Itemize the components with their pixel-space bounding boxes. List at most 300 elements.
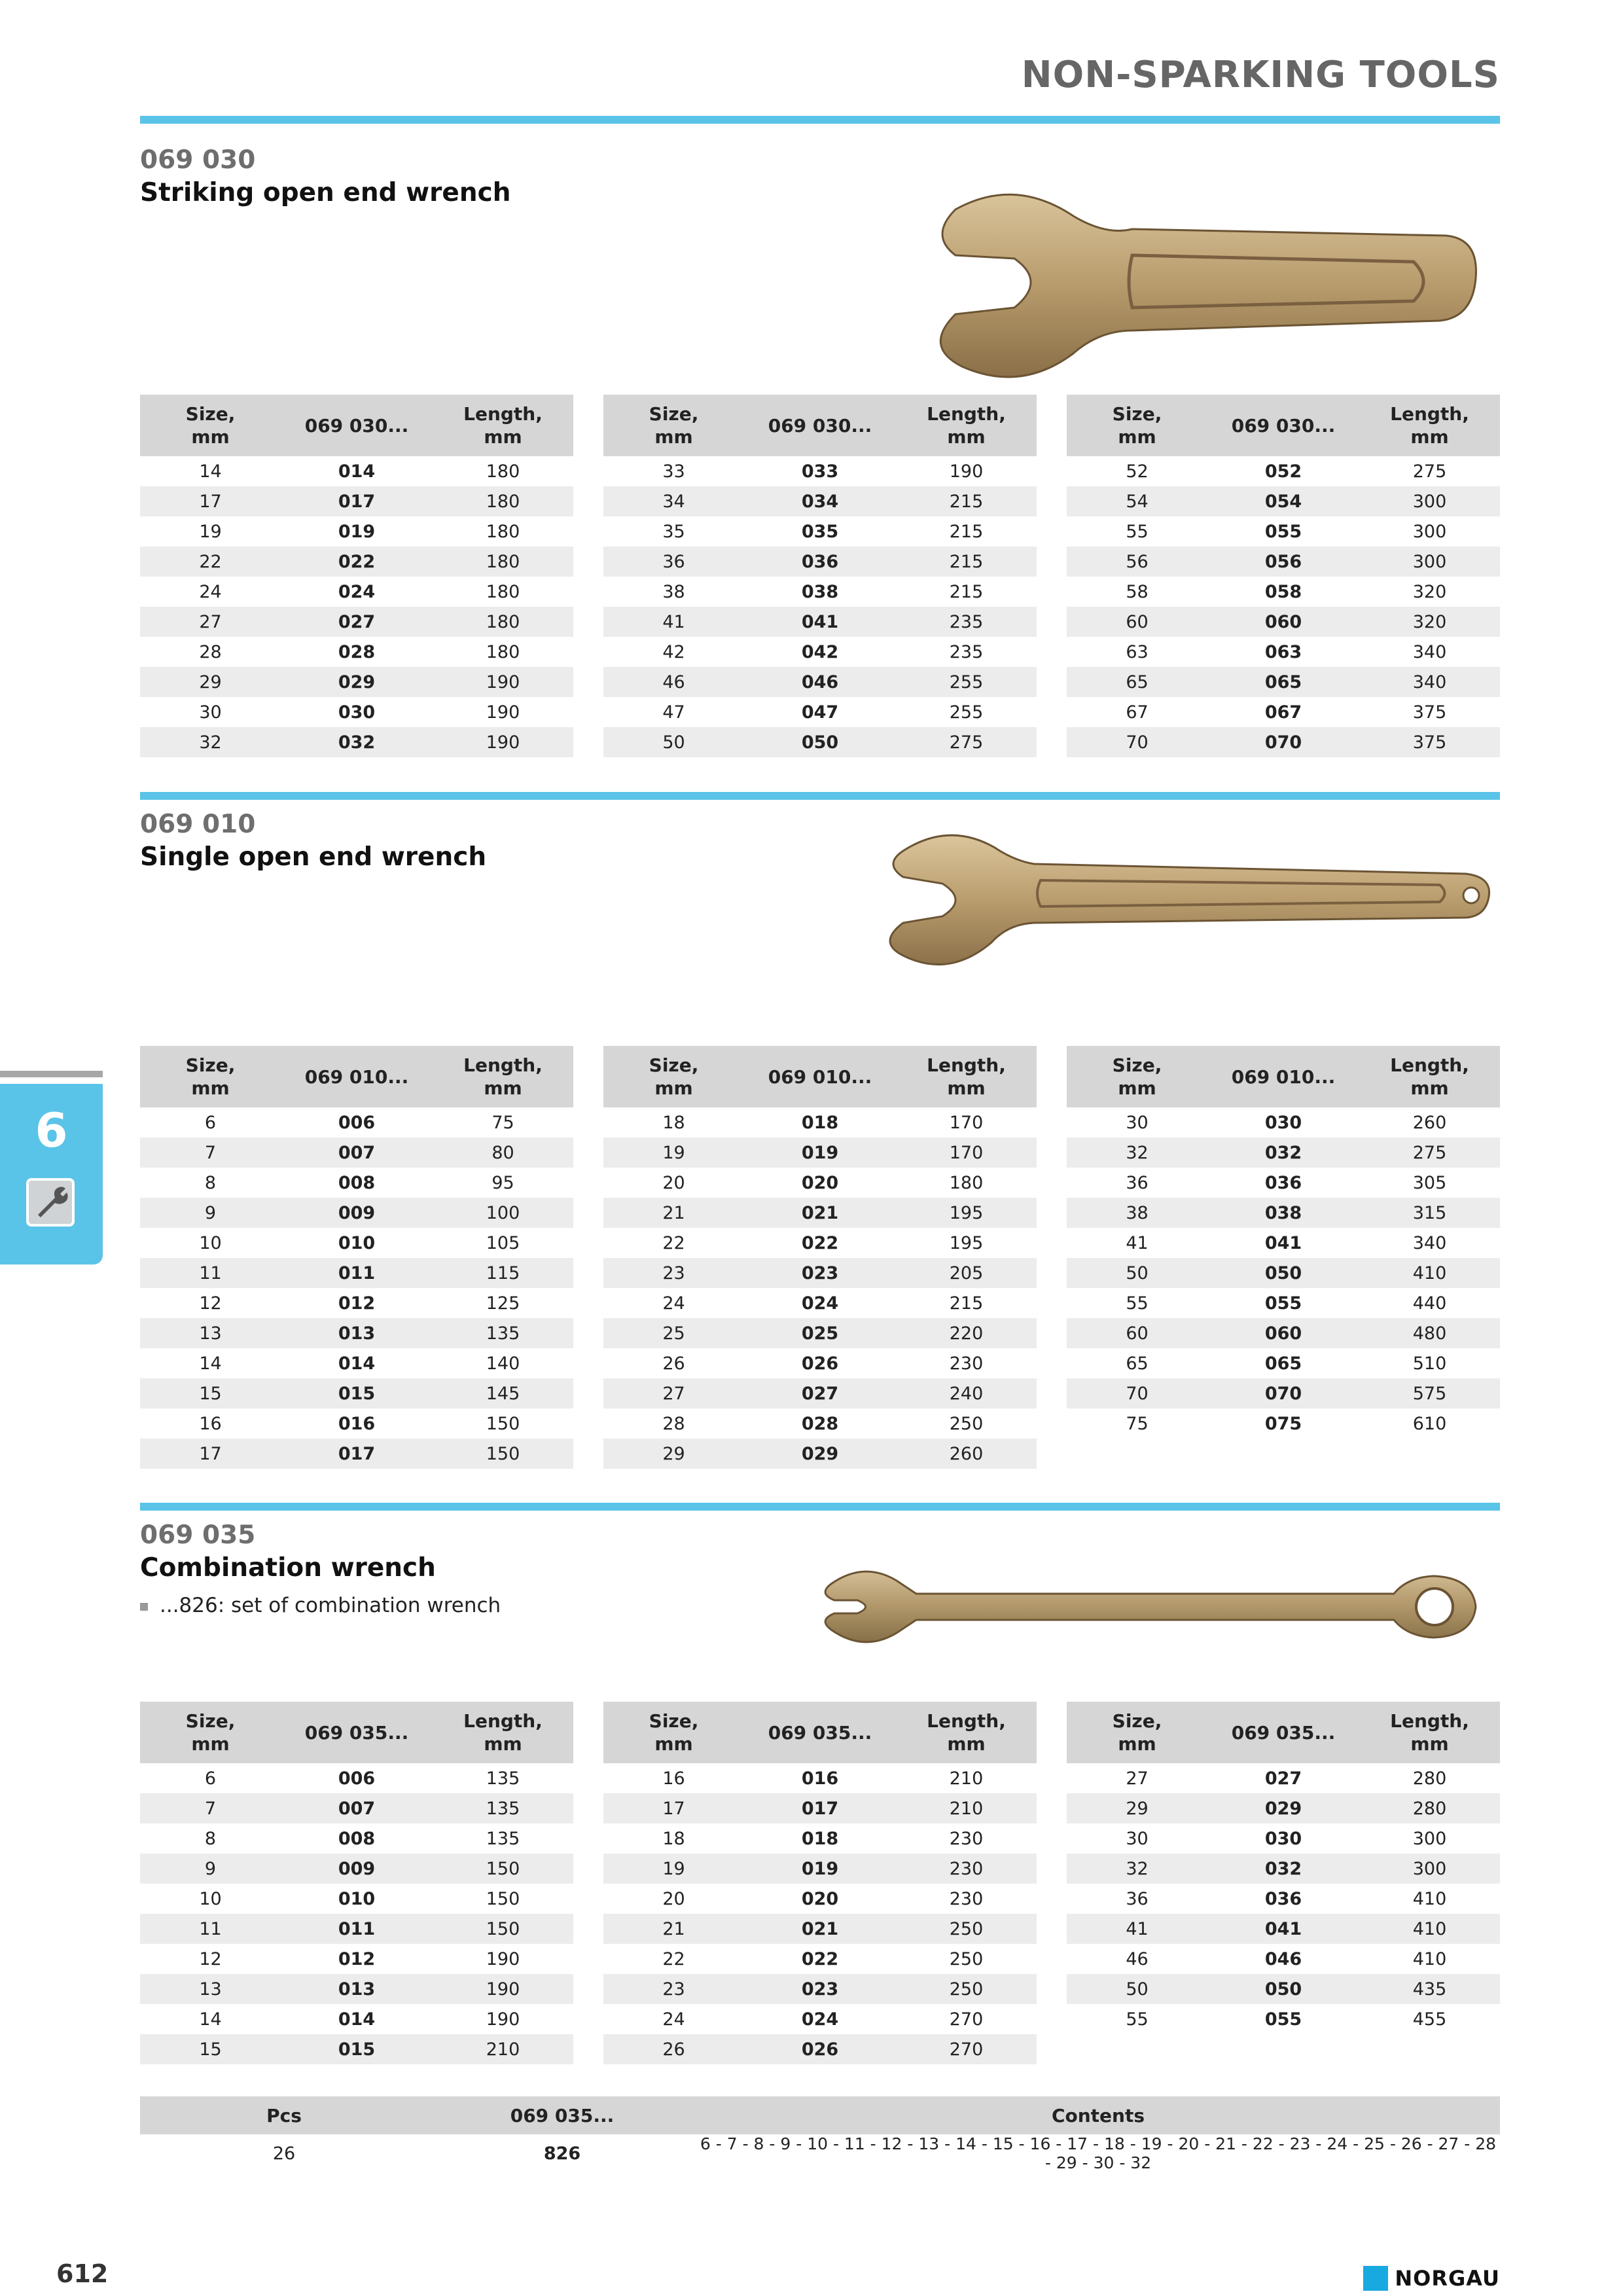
cell-length: 255 bbox=[949, 702, 984, 723]
table-row bbox=[1067, 1823, 1500, 1854]
cell-code: 011 bbox=[281, 1914, 433, 1944]
cell-length: 410 bbox=[1359, 1914, 1500, 1944]
cell-length: 305 bbox=[1412, 1172, 1447, 1193]
cell-length: 150 bbox=[486, 1888, 520, 1909]
cell-size: 33 bbox=[662, 461, 685, 482]
cell-size: 67 bbox=[1126, 702, 1149, 723]
striking-wrench-image bbox=[916, 183, 1492, 386]
cell-code: 024 bbox=[338, 581, 376, 602]
brand-name: NORGAU bbox=[1395, 2266, 1500, 2291]
table-row bbox=[603, 1318, 1037, 1348]
table-row bbox=[1067, 1854, 1500, 1884]
cell-size: 17 bbox=[140, 486, 281, 516]
cell-length: 315 bbox=[1359, 1198, 1500, 1228]
cell-size: 12 bbox=[199, 1293, 222, 1314]
table-row bbox=[603, 486, 1037, 516]
cell-code: 060 bbox=[1207, 1318, 1359, 1348]
table-row bbox=[603, 1763, 1037, 1793]
cell-length: 150 bbox=[433, 1914, 573, 1944]
column-header-code: 069 030... bbox=[744, 395, 896, 456]
cell-length: 190 bbox=[949, 461, 984, 482]
table-row bbox=[1067, 1914, 1500, 1944]
cell-length: 435 bbox=[1359, 1974, 1500, 2004]
cell-length: 210 bbox=[949, 1768, 984, 1789]
cell-code: 012 bbox=[338, 1948, 376, 1969]
table-row bbox=[603, 547, 1037, 577]
cell-size: 41 bbox=[603, 607, 744, 637]
cell-code: 029 bbox=[281, 667, 433, 697]
cell-length: 340 bbox=[1412, 1232, 1447, 1253]
cell-length: 215 bbox=[949, 581, 984, 602]
cell-length: 95 bbox=[491, 1172, 514, 1193]
combination-wrench-image bbox=[818, 1558, 1486, 1656]
cell-code: 055 bbox=[1264, 1293, 1302, 1314]
cell-length: 300 bbox=[1359, 1854, 1500, 1884]
cell-size: 36 bbox=[1126, 1172, 1149, 1193]
cell-length: 250 bbox=[896, 1914, 1037, 1944]
cell-size: 13 bbox=[140, 1318, 281, 1348]
spec-table bbox=[140, 1046, 573, 1469]
cell-code: 019 bbox=[744, 1138, 896, 1168]
cell-code: 008 bbox=[338, 1172, 376, 1193]
cell-length: 410 bbox=[1412, 1948, 1447, 1969]
cell-code: 050 bbox=[744, 727, 896, 757]
cell-length: 300 bbox=[1359, 547, 1500, 577]
column-header-code: 069 035... bbox=[1207, 1702, 1359, 1763]
column-header-size: Size, mm bbox=[603, 1702, 744, 1763]
cell-size: 50 bbox=[1067, 1974, 1207, 2004]
table-row bbox=[603, 1258, 1037, 1288]
cell-size: 55 bbox=[1126, 2009, 1149, 2030]
table-row bbox=[1067, 667, 1500, 697]
column-header-size: Size, mm bbox=[603, 395, 744, 456]
cell-length: 105 bbox=[486, 1232, 520, 1253]
table-row bbox=[140, 516, 573, 547]
cell-code: 038 bbox=[801, 581, 839, 602]
cell-length: 250 bbox=[949, 1413, 984, 1434]
table-row bbox=[603, 1854, 1037, 1884]
cell-code: 014 bbox=[338, 1353, 376, 1374]
cell-length: 215 bbox=[949, 1293, 984, 1314]
column-header-pcs: Pcs bbox=[140, 2096, 428, 2134]
page-number: 612 bbox=[56, 2259, 109, 2288]
table-row bbox=[1067, 1288, 1500, 1318]
cell-code: 009 bbox=[281, 1198, 433, 1228]
cell-size: 30 bbox=[199, 702, 222, 723]
cell-code: 063 bbox=[1264, 641, 1302, 662]
cell-length: 250 bbox=[949, 1948, 984, 1969]
table-row bbox=[603, 1944, 1037, 1974]
cell-length: 410 bbox=[1359, 1258, 1500, 1288]
cell-code: 028 bbox=[801, 1413, 839, 1434]
cell-length: 260 bbox=[1412, 1112, 1447, 1133]
table-row bbox=[140, 607, 573, 637]
table-row bbox=[1067, 1378, 1500, 1408]
column-header-size: Size, mm bbox=[603, 1046, 744, 1107]
cell-size: 25 bbox=[603, 1318, 744, 1348]
cell-size: 46 bbox=[1126, 1948, 1149, 1969]
brand-logo bbox=[1363, 2266, 1500, 2291]
column-header-code: 069 035... bbox=[281, 1702, 433, 1763]
cell-length: 375 bbox=[1359, 727, 1500, 757]
cell-length: 145 bbox=[433, 1378, 573, 1408]
set-contents: 6 - 7 - 8 - 9 - 10 - 11 - 12 - 13 - 14 - 15 - 16 - 17 - 18 - 19 - 20 - 21 - 22 - 23 - 24 - 25 - 26 - 27 - 28 - 29 - 30 - 32 bbox=[700, 2134, 1497, 2172]
table-row bbox=[1067, 1763, 1500, 1793]
section-code: 069 030 bbox=[140, 145, 256, 175]
table-row bbox=[1067, 2004, 1500, 2034]
cell-length: 510 bbox=[1412, 1353, 1447, 1374]
cell-length: 300 bbox=[1412, 521, 1447, 542]
table-row bbox=[140, 727, 573, 757]
cell-code: 047 bbox=[801, 702, 839, 723]
cell-length: 100 bbox=[433, 1198, 573, 1228]
cell-length: 440 bbox=[1412, 1293, 1447, 1314]
table-row bbox=[1067, 1228, 1500, 1258]
column-header-code: 069 010... bbox=[281, 1046, 433, 1107]
table-row bbox=[140, 1138, 573, 1168]
table-row bbox=[1067, 1318, 1500, 1348]
cell-length: 195 bbox=[949, 1232, 984, 1253]
column-header-length: Length, mm bbox=[1359, 395, 1500, 456]
cell-length: 230 bbox=[949, 1888, 984, 1909]
cell-code: 006 bbox=[338, 1112, 376, 1133]
column-header-code: 069 010... bbox=[744, 1046, 896, 1107]
cell-size: 6 bbox=[204, 1768, 217, 1789]
cell-code: 019 bbox=[744, 1854, 896, 1884]
cell-size: 60 bbox=[1067, 1318, 1207, 1348]
cell-code: 020 bbox=[801, 1888, 839, 1909]
table-row bbox=[603, 637, 1037, 667]
column-header-length: Length, mm bbox=[896, 1702, 1037, 1763]
table-row bbox=[1067, 456, 1500, 486]
cell-size: 17 bbox=[603, 1793, 744, 1823]
cell-size: 26 bbox=[603, 2034, 744, 2064]
cell-code: 029 bbox=[744, 1439, 896, 1469]
cell-code: 027 bbox=[1264, 1768, 1302, 1789]
table-row bbox=[140, 1107, 573, 1138]
spec-table bbox=[1067, 395, 1500, 757]
cell-length: 340 bbox=[1359, 667, 1500, 697]
cell-size: 16 bbox=[662, 1768, 685, 1789]
cell-size: 46 bbox=[603, 667, 744, 697]
brand-square-icon bbox=[1363, 2266, 1388, 2291]
column-header-length: Length, mm bbox=[1359, 1046, 1500, 1107]
cell-size: 42 bbox=[662, 641, 685, 662]
table-row bbox=[603, 1793, 1037, 1823]
cell-length: 180 bbox=[433, 547, 573, 577]
cell-size: 34 bbox=[603, 486, 744, 516]
cell-length: 180 bbox=[433, 607, 573, 637]
cell-code: 012 bbox=[338, 1293, 376, 1314]
table-row bbox=[603, 697, 1037, 727]
cell-size: 35 bbox=[662, 521, 685, 542]
cell-code: 070 bbox=[1207, 727, 1359, 757]
cell-size: 38 bbox=[1067, 1198, 1207, 1228]
cell-size: 12 bbox=[199, 1948, 222, 1969]
cell-code: 030 bbox=[1264, 1828, 1302, 1849]
cell-size: 22 bbox=[662, 1948, 685, 1969]
cell-size: 8 bbox=[204, 1172, 217, 1193]
cell-code: 022 bbox=[281, 547, 433, 577]
cell-length: 300 bbox=[1359, 486, 1500, 516]
cell-size: 15 bbox=[140, 2034, 281, 2064]
cell-size: 24 bbox=[662, 1293, 685, 1314]
cell-code: 036 bbox=[1264, 1172, 1302, 1193]
open-end-wrench-image bbox=[877, 825, 1499, 975]
cell-length: 190 bbox=[486, 2009, 520, 2030]
cell-size: 15 bbox=[140, 1378, 281, 1408]
cell-length: 170 bbox=[896, 1138, 1037, 1168]
cell-code: 030 bbox=[1264, 1112, 1302, 1133]
spec-table bbox=[140, 1702, 573, 2064]
cell-length: 210 bbox=[896, 1793, 1037, 1823]
cell-code: 021 bbox=[744, 1914, 896, 1944]
cell-length: 280 bbox=[1359, 1793, 1500, 1823]
table-row bbox=[603, 1138, 1037, 1168]
column-header-size: Size, mm bbox=[140, 1702, 281, 1763]
table-row bbox=[603, 1107, 1037, 1138]
cell-size: 29 bbox=[140, 667, 281, 697]
cell-code: 055 bbox=[1264, 2009, 1302, 2030]
cell-code: 016 bbox=[338, 1413, 376, 1434]
cell-size: 11 bbox=[140, 1914, 281, 1944]
cell-size: 20 bbox=[662, 1888, 685, 1909]
set-table bbox=[140, 2096, 1500, 2172]
cell-code: 046 bbox=[744, 667, 896, 697]
cell-length: 180 bbox=[486, 581, 520, 602]
cell-code: 014 bbox=[338, 2009, 376, 2030]
cell-code: 041 bbox=[1264, 1232, 1302, 1253]
cell-size: 22 bbox=[662, 1232, 685, 1253]
cell-code: 026 bbox=[801, 1353, 839, 1374]
table-row bbox=[603, 1228, 1037, 1258]
cell-length: 180 bbox=[949, 1172, 984, 1193]
cell-length: 215 bbox=[896, 547, 1037, 577]
cell-size: 7 bbox=[140, 1138, 281, 1168]
cell-length: 135 bbox=[486, 1828, 520, 1849]
table-row bbox=[140, 1823, 573, 1854]
cell-length: 190 bbox=[433, 727, 573, 757]
table-row bbox=[140, 456, 573, 486]
cell-code: 052 bbox=[1264, 461, 1302, 482]
table-row bbox=[603, 667, 1037, 697]
cell-size: 32 bbox=[140, 727, 281, 757]
cell-code: 028 bbox=[338, 641, 376, 662]
table-row bbox=[140, 1439, 573, 1469]
section-code: 069 010 bbox=[140, 810, 256, 839]
cell-size: 32 bbox=[1067, 1138, 1207, 1168]
table-row bbox=[140, 1198, 573, 1228]
cell-code: 015 bbox=[281, 2034, 433, 2064]
table-row bbox=[1067, 1944, 1500, 1974]
cell-length: 125 bbox=[486, 1293, 520, 1314]
column-header-size: Size, mm bbox=[140, 395, 281, 456]
cell-code: 015 bbox=[281, 1378, 433, 1408]
cell-code: 032 bbox=[281, 727, 433, 757]
column-header-code: 069 035... bbox=[428, 2096, 696, 2134]
table-row bbox=[1067, 697, 1500, 727]
table-row bbox=[140, 547, 573, 577]
cell-length: 455 bbox=[1412, 2009, 1447, 2030]
cell-size: 41 bbox=[1067, 1914, 1207, 1944]
cell-length: 275 bbox=[1359, 1138, 1500, 1168]
table-row bbox=[1067, 1107, 1500, 1138]
table-row bbox=[603, 1378, 1037, 1408]
section-code: 069 035 bbox=[140, 1520, 256, 1550]
cell-size: 70 bbox=[1067, 1378, 1207, 1408]
cell-code: 050 bbox=[1207, 1258, 1359, 1288]
cell-size: 36 bbox=[603, 547, 744, 577]
cell-length: 190 bbox=[433, 667, 573, 697]
table-row bbox=[140, 2004, 573, 2034]
cell-size: 24 bbox=[662, 2009, 685, 2030]
cell-code: 027 bbox=[744, 1378, 896, 1408]
cell-code: 032 bbox=[1207, 1138, 1359, 1168]
cell-length: 410 bbox=[1412, 1888, 1447, 1909]
table-row bbox=[140, 1974, 573, 2004]
table-row bbox=[140, 2034, 573, 2064]
table-row bbox=[603, 2004, 1037, 2034]
column-header-length: Length, mm bbox=[433, 1046, 573, 1107]
cell-code: 008 bbox=[338, 1828, 376, 1849]
cell-length: 255 bbox=[896, 667, 1037, 697]
cell-code: 041 bbox=[1207, 1914, 1359, 1944]
cell-code: 023 bbox=[744, 1974, 896, 2004]
table-row bbox=[1067, 486, 1500, 516]
table-row bbox=[603, 1884, 1037, 1914]
table-row bbox=[1067, 1884, 1500, 1914]
cell-size: 26 bbox=[662, 1353, 685, 1374]
cell-length: 375 bbox=[1412, 702, 1447, 723]
section-title: Combination wrench bbox=[140, 1553, 436, 1583]
cell-size: 70 bbox=[1067, 727, 1207, 757]
spec-table bbox=[140, 395, 573, 757]
section-title: Single open end wrench bbox=[140, 842, 487, 872]
cell-code: 007 bbox=[281, 1793, 433, 1823]
cell-code: 034 bbox=[744, 486, 896, 516]
table-row bbox=[1067, 1138, 1500, 1168]
cell-size: 10 bbox=[199, 1888, 222, 1909]
table-row bbox=[140, 577, 573, 607]
cell-length: 220 bbox=[896, 1318, 1037, 1348]
cell-size: 18 bbox=[662, 1828, 685, 1849]
cell-size: 27 bbox=[603, 1378, 744, 1408]
cell-code: 022 bbox=[801, 1232, 839, 1253]
table-row bbox=[140, 1378, 573, 1408]
cell-size: 22 bbox=[140, 547, 281, 577]
cell-length: 275 bbox=[1412, 461, 1447, 482]
column-header-contents: Contents bbox=[696, 2096, 1500, 2134]
column-header-code: 069 010... bbox=[1207, 1046, 1359, 1107]
table-row bbox=[603, 1914, 1037, 1944]
table-row bbox=[140, 1168, 573, 1198]
cell-code: 065 bbox=[1207, 667, 1359, 697]
table-row bbox=[140, 1288, 573, 1318]
column-header-length: Length, mm bbox=[1359, 1702, 1500, 1763]
column-header-code: 069 030... bbox=[281, 395, 433, 456]
table-row bbox=[140, 2134, 1500, 2172]
cell-length: 150 bbox=[433, 1854, 573, 1884]
cell-size: 50 bbox=[1067, 1258, 1207, 1288]
cell-size: 28 bbox=[199, 641, 222, 662]
cell-code: 058 bbox=[1264, 581, 1302, 602]
cell-code: 036 bbox=[744, 547, 896, 577]
cell-code: 060 bbox=[1207, 607, 1359, 637]
cell-size: 41 bbox=[1126, 1232, 1149, 1253]
cell-size: 55 bbox=[1126, 521, 1149, 542]
cell-code: 046 bbox=[1264, 1948, 1302, 1969]
cell-code: 027 bbox=[281, 607, 433, 637]
set-code: 826 bbox=[543, 2143, 581, 2164]
cell-size: 21 bbox=[603, 1198, 744, 1228]
bullet-icon bbox=[140, 1603, 148, 1611]
cell-size: 29 bbox=[603, 1439, 744, 1469]
column-header-length: Length, mm bbox=[433, 395, 573, 456]
set-note: ...826: set of combination wrench bbox=[140, 1594, 501, 1617]
cell-size: 30 bbox=[1126, 1112, 1149, 1133]
cell-length: 235 bbox=[949, 641, 984, 662]
cell-length: 230 bbox=[896, 1854, 1037, 1884]
table-row bbox=[1067, 577, 1500, 607]
cell-code: 030 bbox=[338, 702, 376, 723]
cell-size: 30 bbox=[1126, 1828, 1149, 1849]
cell-size: 29 bbox=[1067, 1793, 1207, 1823]
cell-length: 75 bbox=[491, 1112, 514, 1133]
cell-length: 80 bbox=[433, 1138, 573, 1168]
table-row bbox=[603, 577, 1037, 607]
cell-code: 033 bbox=[801, 461, 839, 482]
table-row bbox=[1067, 727, 1500, 757]
cell-length: 190 bbox=[433, 1974, 573, 2004]
spec-table bbox=[1067, 1046, 1500, 1439]
cell-code: 020 bbox=[801, 1172, 839, 1193]
table-row bbox=[603, 1823, 1037, 1854]
cell-code: 067 bbox=[1264, 702, 1302, 723]
cell-size: 9 bbox=[140, 1198, 281, 1228]
spec-table bbox=[603, 395, 1037, 757]
table-row bbox=[140, 1763, 573, 1793]
section-divider bbox=[140, 116, 1500, 124]
table-row bbox=[1067, 1168, 1500, 1198]
cell-code: 041 bbox=[744, 607, 896, 637]
cell-length: 235 bbox=[896, 607, 1037, 637]
cell-size: 54 bbox=[1067, 486, 1207, 516]
cell-size: 23 bbox=[603, 1974, 744, 2004]
cell-code: 011 bbox=[281, 1258, 433, 1288]
section-divider bbox=[140, 792, 1500, 800]
table-row bbox=[1067, 1408, 1500, 1439]
cell-length: 260 bbox=[896, 1439, 1037, 1469]
cell-length: 215 bbox=[949, 521, 984, 542]
cell-size: 21 bbox=[603, 1914, 744, 1944]
cell-length: 270 bbox=[949, 2009, 984, 2030]
cell-size: 18 bbox=[662, 1112, 685, 1133]
cell-length: 280 bbox=[1412, 1768, 1447, 1789]
table-row bbox=[1067, 1198, 1500, 1228]
cell-length: 240 bbox=[896, 1378, 1037, 1408]
page-header-title: NON-SPARKING TOOLS bbox=[1021, 54, 1500, 96]
cell-code: 013 bbox=[281, 1974, 433, 2004]
cell-length: 195 bbox=[896, 1198, 1037, 1228]
table-row bbox=[140, 1318, 573, 1348]
cell-size: 65 bbox=[1126, 1353, 1149, 1374]
cell-size: 65 bbox=[1067, 667, 1207, 697]
cell-size: 11 bbox=[140, 1258, 281, 1288]
table-row bbox=[140, 1348, 573, 1378]
cell-size: 47 bbox=[662, 702, 685, 723]
cell-code: 013 bbox=[281, 1318, 433, 1348]
cell-length: 230 bbox=[949, 1353, 984, 1374]
